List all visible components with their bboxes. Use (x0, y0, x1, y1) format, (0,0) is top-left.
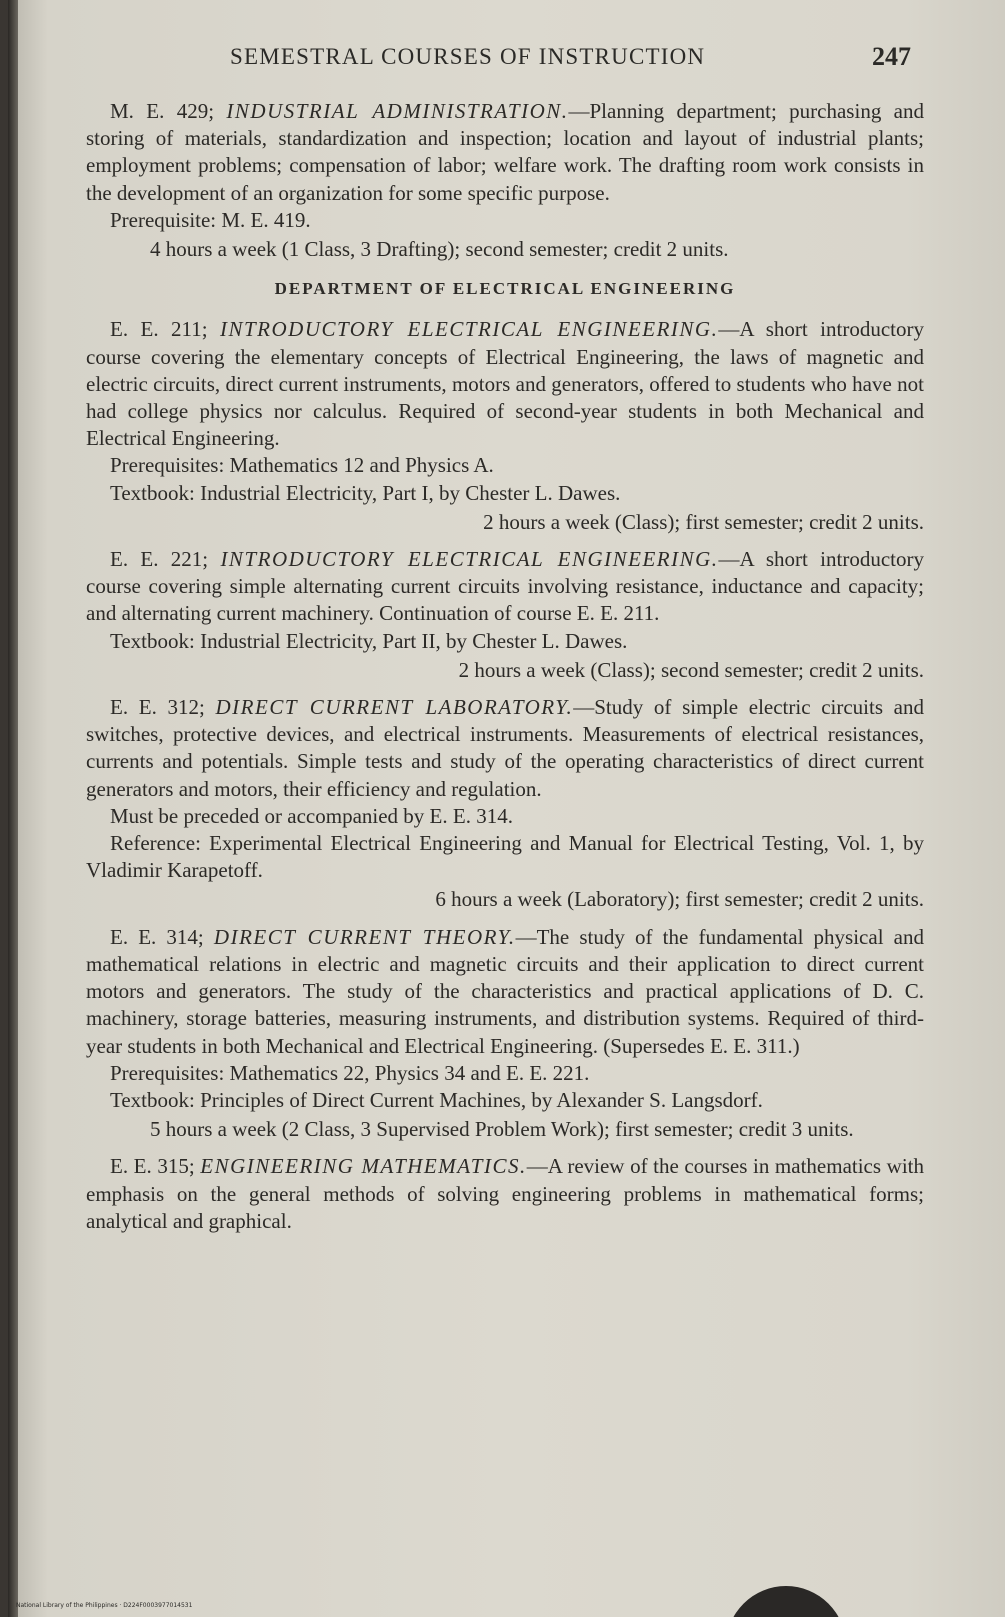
course-ee314 (86, 924, 924, 1144)
prerequisite: Prerequisites: Mathematics 22, Physics 34 and E. E. 221. (110, 1060, 590, 1085)
course-desc: —A short introductory course covering the elementary concepts of Electrical Engineering, the laws of magnetic and electric circuits, direct current instruments, motors and generators, offered to students who have not had college physics nor calculus. Required of second-year students in both Mechanical and Electrical Engineering. (86, 317, 924, 451)
course-me429 (86, 98, 924, 263)
prerequisite: Prerequisites: Mathematics 12 and Physics A. (110, 453, 494, 478)
book-spine (8, 0, 18, 1617)
library-footer: National Library of the Philippines · D224F0003977014531 (16, 1602, 193, 1609)
course-description (86, 316, 924, 452)
book-page (8, 0, 1005, 1617)
course-ee211 (86, 316, 924, 536)
department-heading: DEPARTMENT OF ELECTRICAL ENGINEERING (274, 279, 736, 299)
course-desc: —Planning department; purchasing and storing of materials, standardization and inspection; location and layout of industrial plants; employment problems; compensation of labor; welfare work. The drafting room work consists in the development of an organization for some specific purpose. (86, 99, 924, 205)
prerequisite: Prerequisite: M. E. 419. (110, 207, 311, 232)
course-code: M. E. 429; (110, 99, 215, 123)
course-hours: 4 hours a week (1 Class, 3 Drafting); second semester; credit 2 units. (150, 237, 729, 262)
course-code: E. E. 221; (110, 547, 209, 572)
course-title: DIRECT CURRENT LABORATORY. (215, 695, 574, 720)
course-code: E. E. 312; (110, 695, 205, 720)
course-ee312 (86, 694, 924, 914)
course-desc: —A short introductory course covering simple alternating current circuits involving resistance, inductance and capacity; and alternating current machinery. Continuation of course E. E. 211. (86, 547, 924, 626)
course-title: INDUSTRIAL ADMINISTRATION. (226, 99, 569, 123)
running-title: SEMESTRAL COURSES OF INSTRUCTION (230, 44, 706, 69)
course-description (86, 546, 924, 628)
course-code: E. E. 211; (110, 317, 208, 342)
running-header (230, 44, 930, 84)
course-title: DIRECT CURRENT THEORY. (213, 924, 516, 949)
course-title: INTRODUCTORY ELECTRICAL ENGINEERING. (220, 547, 719, 572)
course-hours: 6 hours a week (Laboratory); first semester; credit 2 units. (435, 887, 924, 912)
textbook: Textbook: Industrial Electricity, Part I, by Chester L. Dawes. (110, 480, 621, 505)
course-description (86, 1153, 924, 1235)
course-desc: —The study of the fundamental physical and mathematical relations in electric and magnetic circuits and their application to direct current motors and generators. The study of the characteristics and practical applications of D. C. machinery, storage batteries, measuring instruments, and distribution systems. Required of third-year students in both Mechanical and Electrical Engineering. (Supersedes E. E. 311.) (86, 924, 924, 1058)
course-description (86, 98, 924, 207)
page-body (86, 98, 924, 1235)
library-stamp (726, 1586, 846, 1617)
prerequisite: Must be preceded or accompanied by E. E. 314. (110, 803, 513, 828)
course-description (86, 694, 924, 803)
course-hours: 5 hours a week (2 Class, 3 Supervised Problem Work); first semester; credit 3 units. (150, 1117, 854, 1142)
textbook: Textbook: Industrial Electricity, Part II, by Chester L. Dawes. (110, 628, 628, 653)
course-ee315 (86, 1153, 924, 1235)
page-number: 247 (872, 42, 911, 71)
course-hours: 2 hours a week (Class); second semester; credit 2 units. (458, 657, 924, 682)
course-code: E. E. 314; (110, 924, 204, 949)
course-title: ENGINEERING MATHEMATICS. (200, 1154, 527, 1179)
course-desc: —A review of the courses in mathematics with emphasis on the general methods of solving engineering problems in mathematical forms; analytical and graphical. (86, 1154, 924, 1233)
course-title: INTRODUCTORY ELECTRICAL ENGINEERING. (220, 317, 719, 342)
reference: Reference: Experimental Electrical Engineering and Manual for Electrical Testing, Vol. 1, by Vladimir Karapetoff. (86, 831, 924, 883)
course-hours: 2 hours a week (Class); first semester; credit 2 units. (483, 509, 924, 534)
course-desc: —Study of simple electric circuits and switches, protective devices, and electrical instruments. Measurements of electrical resistances, currents and potentials. Simple tests and study of the operating characteristics of direct current generators and motors, their efficiency and regulation. (86, 695, 925, 801)
course-ee221 (86, 546, 924, 684)
textbook: Textbook: Principles of Direct Current Machines, by Alexander S. Langsdorf. (110, 1087, 763, 1112)
course-description (86, 924, 924, 1060)
course-code: E. E. 315; (110, 1154, 195, 1179)
